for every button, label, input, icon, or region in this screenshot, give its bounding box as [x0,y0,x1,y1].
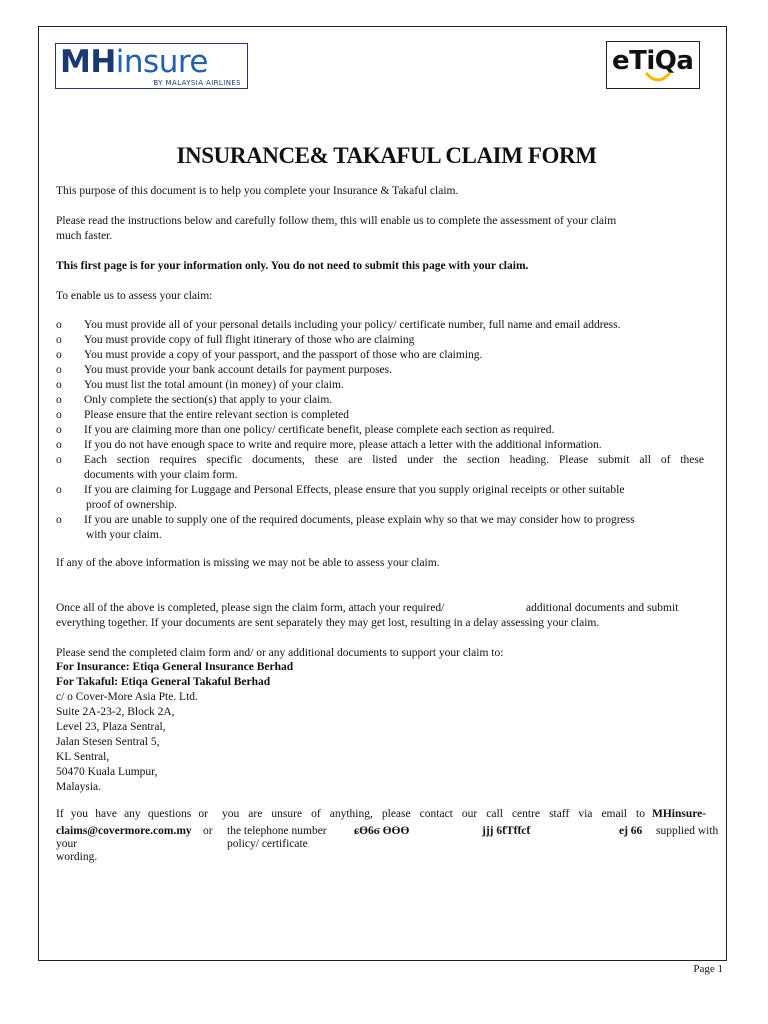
list-item-text-line1: If you are unable to supply one of the required documents, please explain why so that we may consider how to progress [84,514,635,526]
list-item [56,408,704,423]
address-line: c/ o Cover-More Asia Pte. Ltd. [56,691,198,703]
etiqa-logo-wordmark: eTiQa [612,46,694,76]
info-only-note: This first page is for your information only. You do not need to submit this page with your claim. [56,260,529,272]
mhinsure-logo [55,43,248,89]
page-number: Page 1 [693,963,723,975]
mhinsure-logo-insure: insure [115,44,208,80]
bullet-icon: o [56,394,62,406]
list-item [56,393,704,408]
contact-email-part1: MHinsure- [652,808,707,820]
page-title: INSURANCE& TAKAFUL CLAIM FORM [176,143,597,168]
contact-text: your [56,838,78,850]
address-line: Suite 2A-23-2, Block 2A, [56,706,175,718]
list-item-text-line2: with your claim. [86,529,162,541]
address-line: Malaysia. [56,781,102,793]
contact-email-part2: claims@covermore.com.my [56,825,192,837]
send-to-intro: Please send the completed claim form and/ or any additional documents to support your claim to: [56,647,504,659]
assess-lead-in: To enable us to assess your claim: [56,290,213,302]
contact-row-3 [56,838,722,851]
contact-text: or [203,825,213,837]
list-item [56,513,704,543]
mhinsure-logo-wordmark [60,45,243,79]
list-item [56,348,704,363]
address-line: Jalan Stesen Sentral 5, [56,736,160,748]
once-completed-line1b: additional documents and submit [526,602,679,614]
list-item-text: Only complete the section(s) that apply to your claim. [84,394,333,406]
for-takaful-company: For Takaful: Etiqa General Takaful Berhad [56,676,271,688]
bullet-icon: o [56,424,62,436]
mhinsure-logo-tagline: BY MALAYSIA AIRLINES [153,79,241,87]
contact-text: If you have any questions or [56,808,208,820]
once-completed-line1a: Once all of the above is completed, please sign the claim form, attach your required/ [56,602,445,614]
bullet-icon: o [56,334,62,346]
list-item [56,333,704,348]
contact-block [56,808,722,864]
address-line: Level 23, Plaza Sentral, [56,721,166,733]
list-item-text-line2: proof of ownership. [86,499,178,511]
phone-number-garbled: ej 66 [619,825,643,837]
list-item-text-line1: Each section requires specific documents, these are listed under the section heading. Please submit all of these [84,454,704,466]
intro-read-line1: Please read the instructions below and carefully follow them, this will enable us to complete the assessment of your claim [56,215,617,227]
contact-row-1 [56,808,722,821]
list-item [56,483,704,513]
once-completed-line2: everything together. If your documents are sent separately they may get lost, resulting in a delay assessing your claim. [56,617,600,629]
contact-row-2 [56,825,722,838]
for-insurance-company: For Insurance: Etiqa General Insurance Berhad [56,661,294,673]
list-item-text: Please ensure that the entire relevant section is completed [84,409,350,421]
list-item-text: If you do not have enough space to write and require more, please attach a letter with the additional information. [84,439,602,451]
contact-text: policy/ certificate [227,838,308,850]
bullet-icon: o [56,484,62,496]
bullet-icon: o [56,349,62,361]
address-line: 50470 Kuala Lumpur, [56,766,158,778]
bullet-icon: o [56,439,62,451]
list-item [56,363,704,378]
phone-number-garbled: ɕƟ6ϭ ƟƟƟ [354,825,410,837]
missing-info-note: If any of the above information is missing we may not be able to assess your claim. [56,557,440,569]
intro-read-line2: much faster. [56,230,113,242]
list-item [56,438,704,453]
contact-text: you are unsure of anything, please contact our call centre staff via email to [222,808,645,820]
bullet-icon: o [56,409,62,421]
address-line: KL Sentral, [56,751,110,763]
etiqa-logo [606,41,700,89]
bullet-icon: o [56,379,62,391]
list-item [56,453,704,483]
mhinsure-logo-mh: MH [60,44,116,80]
contact-text: supplied with [656,825,719,837]
mailing-address [56,690,198,795]
list-item-text: If you are claiming more than one policy/ certificate benefit, please complete each section as required. [84,424,555,436]
phone-number-garbled: jjj 6ƭƬƭƭcƭ [482,825,531,837]
bullet-icon: o [56,364,62,376]
list-item-text: You must provide your bank account details for payment purposes. [84,364,393,376]
requirements-list [56,318,704,543]
list-item-text-line2: documents with your claim form. [84,469,238,481]
list-item-text-line1: If you are claiming for Luggage and Personal Effects, please ensure that you supply original receipts or other suitable [84,484,625,496]
intro-purpose: This purpose of this document is to help you complete your Insurance & Takaful claim. [56,185,459,197]
etiqa-smile-icon [645,72,671,84]
list-item [56,318,704,333]
list-item [56,423,704,438]
list-item [56,378,704,393]
list-item-text: You must list the total amount (in money) of your claim. [84,379,344,391]
bullet-icon: o [56,514,62,526]
contact-text: wording. [56,851,98,863]
bullet-icon: o [56,454,62,466]
bullet-icon: o [56,319,62,331]
contact-text: the telephone number [227,825,327,837]
list-item-text: You must provide copy of full flight itinerary of those who are claiming [84,334,415,346]
contact-row-4 [56,851,722,864]
list-item-text: You must provide a copy of your passport, and the passport of those who are claiming. [84,349,483,361]
list-item-text: You must provide all of your personal details including your policy/ certificate number, full name and email address. [84,319,621,331]
